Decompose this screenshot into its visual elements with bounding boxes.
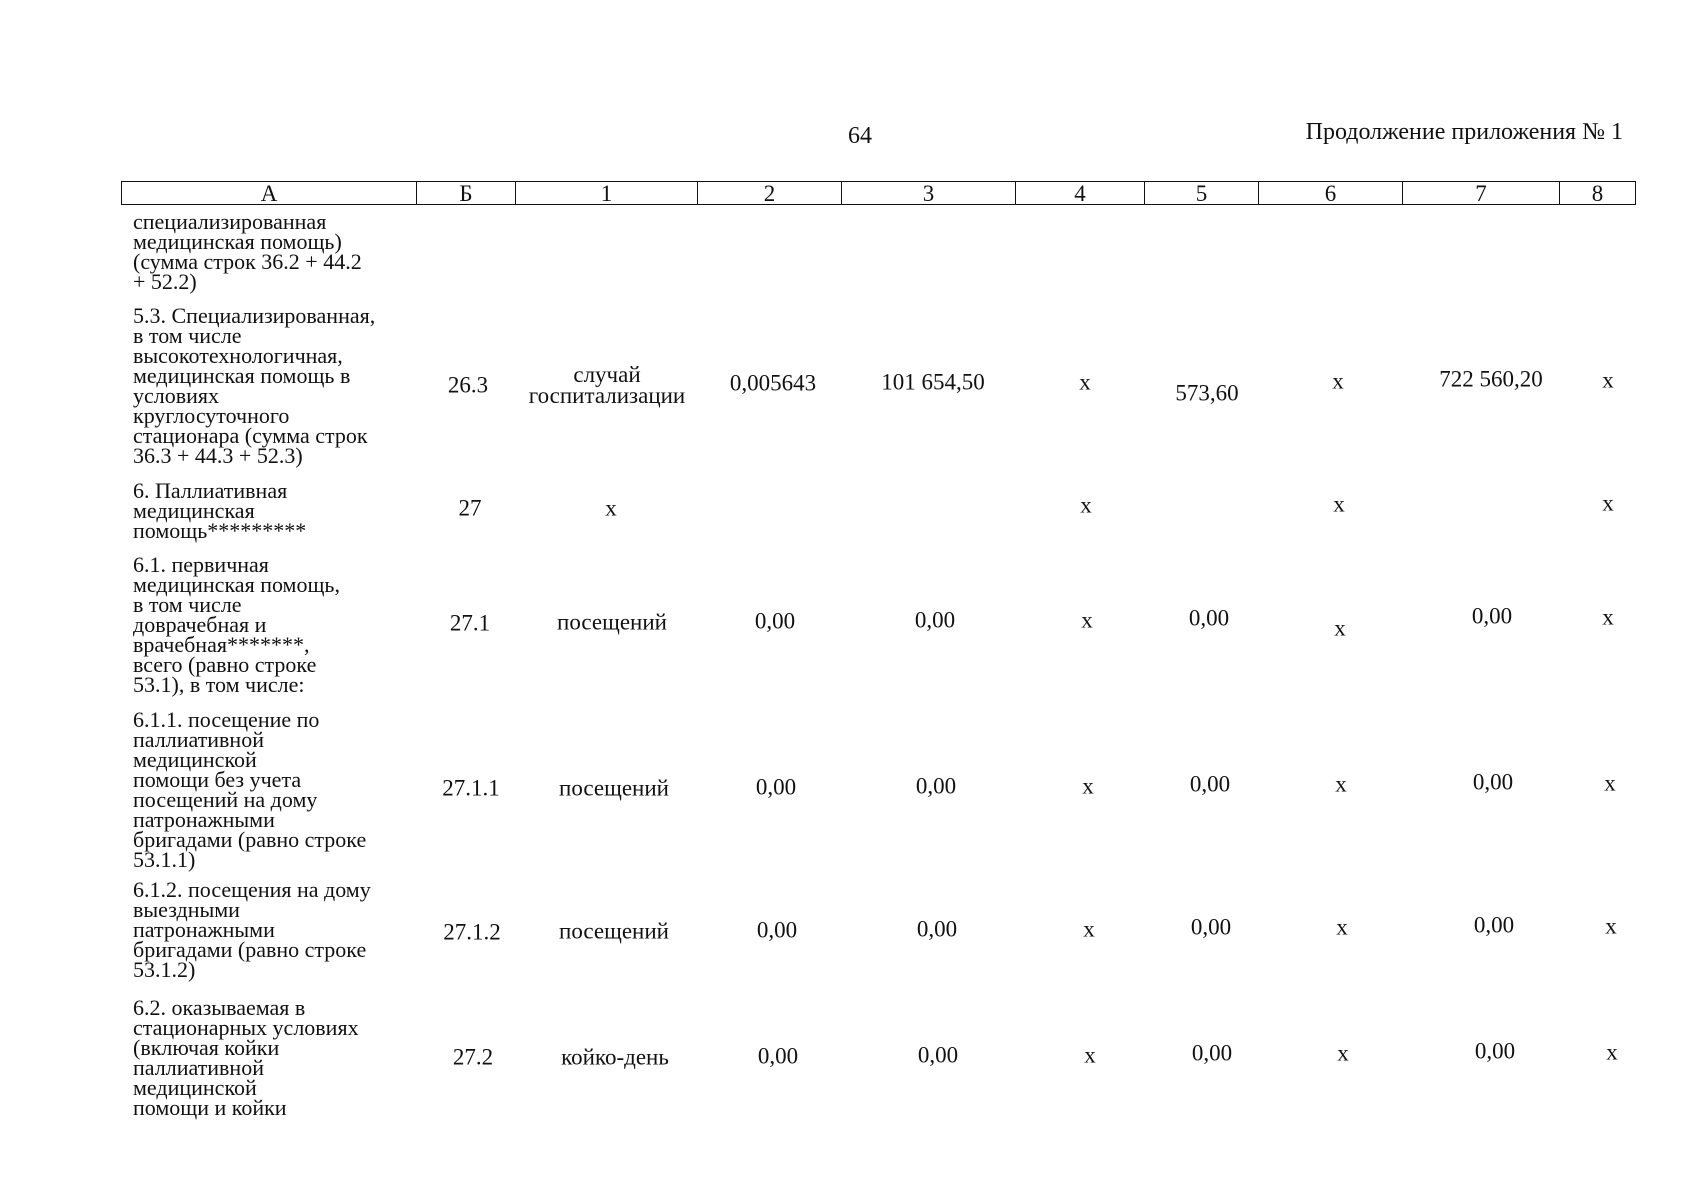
row-4-col-7: 0,00 — [1472, 769, 1514, 795]
row-4-unit: посещений — [559, 775, 669, 801]
desc-line: круглосуточного — [133, 403, 290, 428]
row-1-col-8: x — [1602, 367, 1614, 393]
row-6-unit: койко-день — [561, 1044, 669, 1070]
column-header-1: 1 — [516, 182, 698, 205]
column-header-table — [121, 181, 1636, 205]
row-1-unit: случай госпитализации — [528, 362, 686, 408]
desc-line: 53.1.2) — [133, 957, 196, 982]
page-number: 64 — [848, 123, 872, 149]
desc-line: медицинской — [133, 1075, 257, 1100]
column-header-6: 6 — [1259, 182, 1403, 205]
column-header-8: 8 — [1560, 182, 1636, 205]
row-1-col-5: 573,60 — [1175, 380, 1239, 406]
row-4-col-5: 0,00 — [1189, 771, 1231, 797]
row-1-col-6: x — [1332, 368, 1344, 394]
continuation-title: Продолжение приложения № 1 — [1305, 119, 1623, 145]
row-2-col-4: x — [1080, 492, 1092, 518]
row-6-col-7: 0,00 — [1474, 1038, 1516, 1064]
column-header-3: 3 — [842, 182, 1016, 205]
row-5-line-code: 27.1.2 — [443, 919, 501, 945]
desc-line: условиях — [133, 383, 220, 408]
row-5-col-8: x — [1605, 913, 1617, 939]
row-6-col-5: 0,00 — [1191, 1040, 1233, 1066]
desc-line: медицинская помощь, — [133, 572, 340, 597]
desc-line: бригадами (равно строке — [133, 827, 367, 852]
row-2-description — [133, 478, 423, 543]
row-6-description — [133, 995, 423, 1120]
desc-line: 6.1.2. посещения на дому — [133, 877, 371, 902]
desc-line: 6.1. первичная — [133, 552, 269, 577]
row-3-col-2: 0,00 — [754, 608, 796, 634]
row-3-col-8: x — [1602, 604, 1614, 630]
desc-line: врачебная*******, — [133, 632, 310, 657]
desc-line: помощи без учета — [133, 767, 302, 792]
desc-line: помощи и койки — [133, 1095, 287, 1120]
row-5-col-3: 0,00 — [916, 916, 958, 942]
desc-line: патронажными — [133, 917, 275, 942]
row-0-description — [133, 209, 423, 294]
desc-line: высокотехнологичная, — [133, 343, 343, 368]
row-3-line-code: 27.1 — [449, 610, 491, 636]
row-4-col-3: 0,00 — [915, 773, 957, 799]
row-1-description — [133, 303, 423, 468]
desc-line: 53.1), в том числе: — [133, 672, 305, 697]
row-5-description — [133, 877, 423, 982]
row-3-description — [133, 552, 423, 697]
row-3-col-4: x — [1081, 607, 1093, 633]
row-4-line-code: 27.1.1 — [442, 775, 500, 801]
row-1-col-4: x — [1079, 369, 1091, 395]
row-2-line-code: 27 — [458, 495, 482, 521]
desc-line: 6.1.1. посещение по — [133, 707, 320, 732]
row-2-col-8: x — [1602, 490, 1614, 516]
desc-line: бригадами (равно строке — [133, 937, 367, 962]
desc-line: 53.1.1) — [133, 847, 196, 872]
row-5-col-4: x — [1083, 916, 1095, 942]
column-header-a: А — [122, 182, 417, 205]
desc-line: паллиативной — [133, 1055, 264, 1080]
row-3-unit: посещений — [557, 609, 667, 635]
row-5-col-5: 0,00 — [1190, 914, 1232, 940]
row-5-col-7: 0,00 — [1473, 912, 1515, 938]
row-4-description — [133, 707, 423, 872]
column-header-4: 4 — [1016, 182, 1145, 205]
desc-line: паллиативной — [133, 727, 264, 752]
column-header-7: 7 — [1403, 182, 1560, 205]
desc-line: специализированная — [133, 209, 327, 234]
row-3-col-7: 0,00 — [1471, 603, 1513, 629]
row-3-col-3: 0,00 — [914, 607, 956, 633]
column-header-5: 5 — [1145, 182, 1259, 205]
row-5-col-6: x — [1336, 914, 1348, 940]
row-3-col-6: x — [1334, 615, 1346, 641]
row-1-line-code: 26.3 — [447, 372, 489, 398]
row-2-col-6: x — [1333, 491, 1345, 517]
desc-line: помощь********* — [133, 518, 307, 543]
row-6-col-8: x — [1606, 1039, 1618, 1065]
desc-line: 5.3. Специализированная, — [133, 303, 376, 328]
desc-line: всего (равно строке — [133, 652, 317, 677]
row-6-line-code: 27.2 — [452, 1044, 494, 1070]
row-1-col-3: 101 654,50 — [881, 369, 985, 395]
row-4-col-2: 0,00 — [755, 774, 797, 800]
desc-line: + 52.2) — [133, 269, 197, 294]
desc-line: стационарных условиях — [133, 1015, 359, 1040]
desc-line: выездными — [133, 897, 240, 922]
row-2-unit: x — [605, 495, 617, 521]
row-5-col-2: 0,00 — [756, 917, 798, 943]
desc-line: посещений на дому — [133, 787, 318, 812]
desc-line: (включая койки — [133, 1035, 280, 1060]
desc-line: патронажными — [133, 807, 275, 832]
row-4-col-4: x — [1082, 773, 1094, 799]
desc-line: доврачебная и — [133, 612, 267, 637]
desc-line: медицинская — [133, 498, 255, 523]
desc-line: медицинская помощь) — [133, 229, 342, 254]
desc-line: в том числе — [133, 323, 242, 348]
row-6-col-6: x — [1337, 1040, 1349, 1066]
row-4-col-6: x — [1335, 771, 1347, 797]
desc-line: (сумма строк 36.2 + 44.2 — [133, 249, 362, 274]
desc-line: 6. Паллиативная — [133, 478, 288, 503]
row-4-col-8: x — [1604, 770, 1616, 796]
row-6-col-2: 0,00 — [757, 1043, 799, 1069]
row-3-col-5: 0,00 — [1188, 605, 1230, 631]
row-6-col-4: x — [1084, 1042, 1096, 1068]
row-1-col-7: 722 560,20 — [1439, 366, 1543, 392]
desc-line: медицинской — [133, 747, 257, 772]
desc-line: медицинская помощь в — [133, 363, 351, 388]
row-1-col-2: 0,005643 — [729, 370, 817, 396]
column-header-2: 2 — [698, 182, 842, 205]
desc-line: 36.3 + 44.3 + 52.3) — [133, 443, 303, 468]
row-6-col-3: 0,00 — [917, 1042, 959, 1068]
row-5-unit: посещений — [559, 918, 669, 944]
desc-line: стационара (сумма строк — [133, 423, 368, 448]
desc-line: 6.2. оказываемая в — [133, 995, 306, 1020]
desc-line: в том числе — [133, 592, 242, 617]
column-header-b: Б — [417, 182, 516, 205]
